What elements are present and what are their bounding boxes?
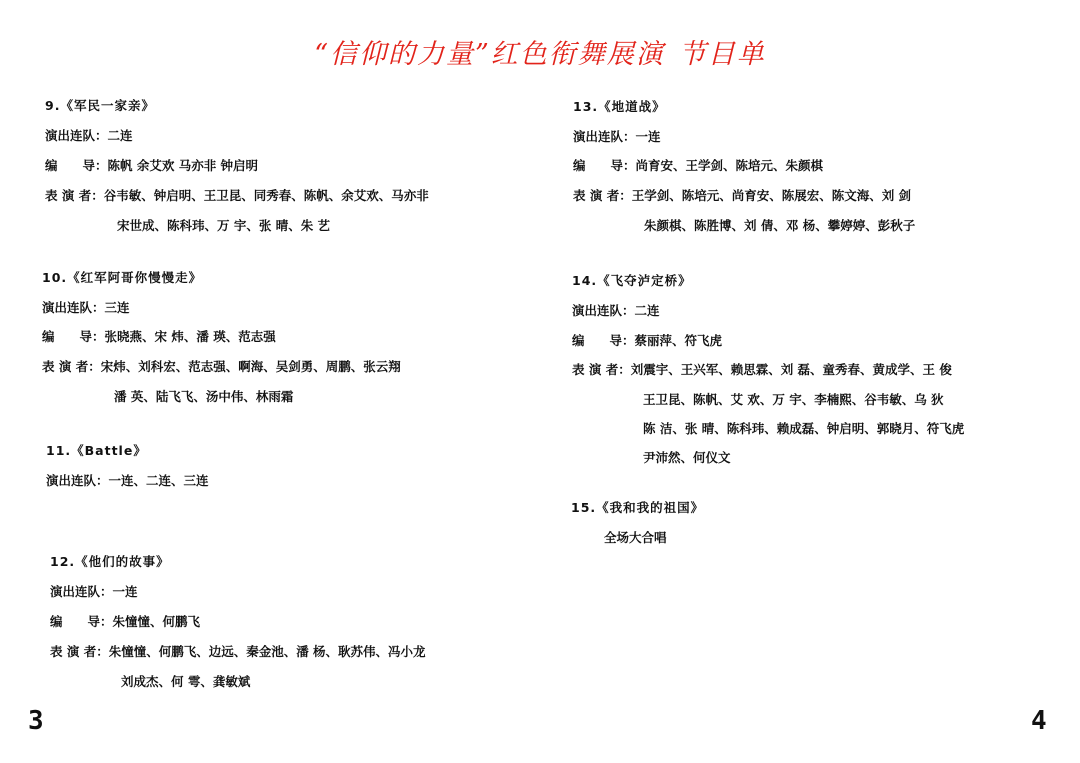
program-11-unit: 演出连队：一连、二连、三连 [46, 473, 209, 488]
program-14-performers-cont-1: 王卫昆、陈帆、艾 欢、万 宇、李楠熙、谷韦敏、乌 狄 [643, 392, 944, 407]
program-14-heading: 14.《飞夺泸定桥》 [572, 273, 692, 288]
program-10-performers: 表 演 者：宋炜、刘科宏、范志强、啊海、吴剑勇、周鹏、张云翔 [42, 359, 401, 374]
page-number-left: 3 [28, 706, 44, 736]
program-13-heading: 13.《地道战》 [573, 99, 666, 114]
program-11-heading: 11.《Battle》 [46, 443, 147, 458]
program-14-director: 编 导：蔡丽萍、符飞虎 [572, 333, 723, 348]
title-suffix: 节目单 [678, 39, 766, 70]
program-10-unit: 演出连队：三连 [42, 300, 130, 315]
program-13-performers: 表 演 者：王学剑、陈培元、尚育安、陈展宏、陈文海、刘 剑 [573, 188, 912, 203]
page-title [0, 32, 1080, 71]
program-12-performers-cont: 刘成杰、何 雩、龚敏斌 [121, 674, 251, 689]
program-14-performers-cont-3: 尹沛然、何仪文 [643, 450, 731, 465]
program-12-heading: 12.《他们的故事》 [50, 554, 170, 569]
program-14-performers: 表 演 者：刘震宇、王兴军、赖思霖、刘 磊、童秀春、黄成学、王 俊 [572, 362, 952, 377]
program-10-performers-cont: 潘 英、陆飞飞、汤中伟、林雨霜 [114, 389, 294, 404]
program-15-note: 全场大合唱 [604, 530, 667, 545]
program-10-heading: 10.《红军阿哥你慢慢走》 [42, 270, 203, 285]
program-14-unit: 演出连队：二连 [572, 303, 660, 318]
title-main: “信仰的力量”红色衔舞展演 [314, 39, 665, 70]
program-12-unit: 演出连队：一连 [50, 584, 138, 599]
program-13-director: 编 导：尚育安、王学剑、陈培元、朱颜棋 [573, 158, 824, 173]
program-14-performers-cont-2: 陈 洁、张 晴、陈科玮、赖成磊、钟启明、郭晓月、符飞虎 [643, 421, 965, 436]
program-9-unit: 演出连队：二连 [45, 128, 133, 143]
program-10-director: 编 导：张晓燕、宋 炜、潘 瑛、范志强 [42, 329, 276, 344]
program-9-director: 编 导：陈帆 余艾欢 马亦非 钟启明 [45, 158, 259, 173]
page-number-right: 4 [1031, 706, 1047, 736]
program-9-performers: 表 演 者：谷韦敏、钟启明、王卫昆、同秀春、陈帆、余艾欢、马亦非 [45, 188, 429, 203]
program-13-performers-cont: 朱颜棋、陈胜博、刘 倩、邓 杨、攀婷婷、彭秋子 [644, 218, 916, 233]
program-12-performers: 表 演 者：朱憧憧、何鹏飞、边远、秦金池、潘 杨、耿苏伟、冯小龙 [50, 644, 426, 659]
program-9-performers-cont: 宋世成、陈科玮、万 宇、张 晴、朱 艺 [117, 218, 331, 233]
program-12-director: 编 导：朱憧憧、何鹏飞 [50, 614, 201, 629]
program-9-heading: 9.《军民一家亲》 [45, 98, 155, 113]
program-15-heading: 15.《我和我的祖国》 [571, 500, 705, 515]
program-13-unit: 演出连队：一连 [573, 129, 661, 144]
